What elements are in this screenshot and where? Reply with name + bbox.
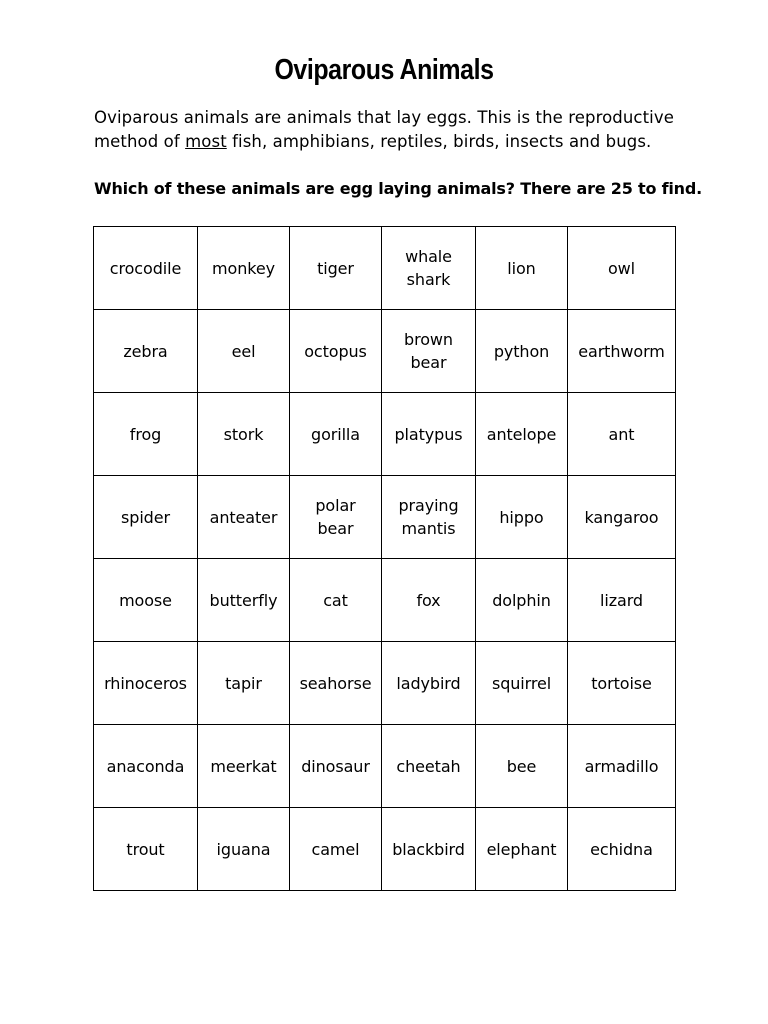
animal-cell[interactable]: gorilla <box>290 393 382 476</box>
animal-cell[interactable]: cheetah <box>382 725 476 808</box>
grid-row <box>94 476 676 559</box>
intro-text-start: Oviparous animals are animals that lay eggs. This is the reproductive method of <box>94 108 674 151</box>
animal-cell[interactable]: iguana <box>198 808 290 891</box>
animal-cell[interactable]: moose <box>94 559 198 642</box>
animal-cell[interactable]: dinosaur <box>290 725 382 808</box>
animal-cell[interactable]: blackbird <box>382 808 476 891</box>
animal-cell[interactable]: tortoise <box>568 642 676 725</box>
animal-cell[interactable]: anteater <box>198 476 290 559</box>
animal-cell[interactable]: monkey <box>198 227 290 310</box>
animal-cell[interactable]: frog <box>94 393 198 476</box>
animal-cell[interactable]: meerkat <box>198 725 290 808</box>
animal-grid <box>93 226 676 891</box>
animal-cell[interactable]: seahorse <box>290 642 382 725</box>
grid-row <box>94 808 676 891</box>
animal-cell[interactable]: trout <box>94 808 198 891</box>
animal-cell[interactable]: zebra <box>94 310 198 393</box>
intro-paragraph <box>94 106 694 154</box>
animal-cell[interactable]: stork <box>198 393 290 476</box>
grid-row <box>94 393 676 476</box>
animal-cell[interactable]: spider <box>94 476 198 559</box>
animal-cell[interactable]: rhinoceros <box>94 642 198 725</box>
animal-cell[interactable]: bee <box>476 725 568 808</box>
animal-cell[interactable]: anaconda <box>94 725 198 808</box>
animal-cell[interactable]: eel <box>198 310 290 393</box>
grid-row <box>94 559 676 642</box>
animal-cell[interactable]: antelope <box>476 393 568 476</box>
animal-cell[interactable]: butterfly <box>198 559 290 642</box>
intro-text-end: fish, amphibians, reptiles, birds, insects and bugs. <box>226 132 652 151</box>
animal-cell[interactable]: echidna <box>568 808 676 891</box>
animal-cell[interactable]: ladybird <box>382 642 476 725</box>
animal-cell[interactable]: tiger <box>290 227 382 310</box>
animal-cell[interactable]: cat <box>290 559 382 642</box>
page-title: Oviparous Animals <box>274 54 494 86</box>
animal-cell[interactable]: praying mantis <box>382 476 476 559</box>
grid-row <box>94 310 676 393</box>
animal-cell[interactable]: kangaroo <box>568 476 676 559</box>
animal-cell[interactable]: elephant <box>476 808 568 891</box>
animal-cell[interactable]: fox <box>382 559 476 642</box>
question-prompt: Which of these animals are egg laying animals? There are 25 to find. <box>94 179 702 198</box>
animal-cell[interactable]: octopus <box>290 310 382 393</box>
animal-cell[interactable]: squirrel <box>476 642 568 725</box>
grid-row <box>94 642 676 725</box>
animal-cell[interactable]: tapir <box>198 642 290 725</box>
animal-cell[interactable]: earthworm <box>568 310 676 393</box>
animal-cell[interactable]: crocodile <box>94 227 198 310</box>
animal-cell[interactable]: polar bear <box>290 476 382 559</box>
grid-row <box>94 725 676 808</box>
animal-cell[interactable]: python <box>476 310 568 393</box>
animal-cell[interactable]: brown bear <box>382 310 476 393</box>
grid-row <box>94 227 676 310</box>
animal-cell[interactable]: armadillo <box>568 725 676 808</box>
animal-cell[interactable]: dolphin <box>476 559 568 642</box>
animal-cell[interactable]: lion <box>476 227 568 310</box>
animal-cell[interactable]: whale shark <box>382 227 476 310</box>
animal-cell[interactable]: platypus <box>382 393 476 476</box>
animal-cell[interactable]: camel <box>290 808 382 891</box>
animal-cell[interactable]: hippo <box>476 476 568 559</box>
intro-underlined-word: most <box>185 132 227 151</box>
animal-cell[interactable]: owl <box>568 227 676 310</box>
animal-cell[interactable]: lizard <box>568 559 676 642</box>
animal-cell[interactable]: ant <box>568 393 676 476</box>
